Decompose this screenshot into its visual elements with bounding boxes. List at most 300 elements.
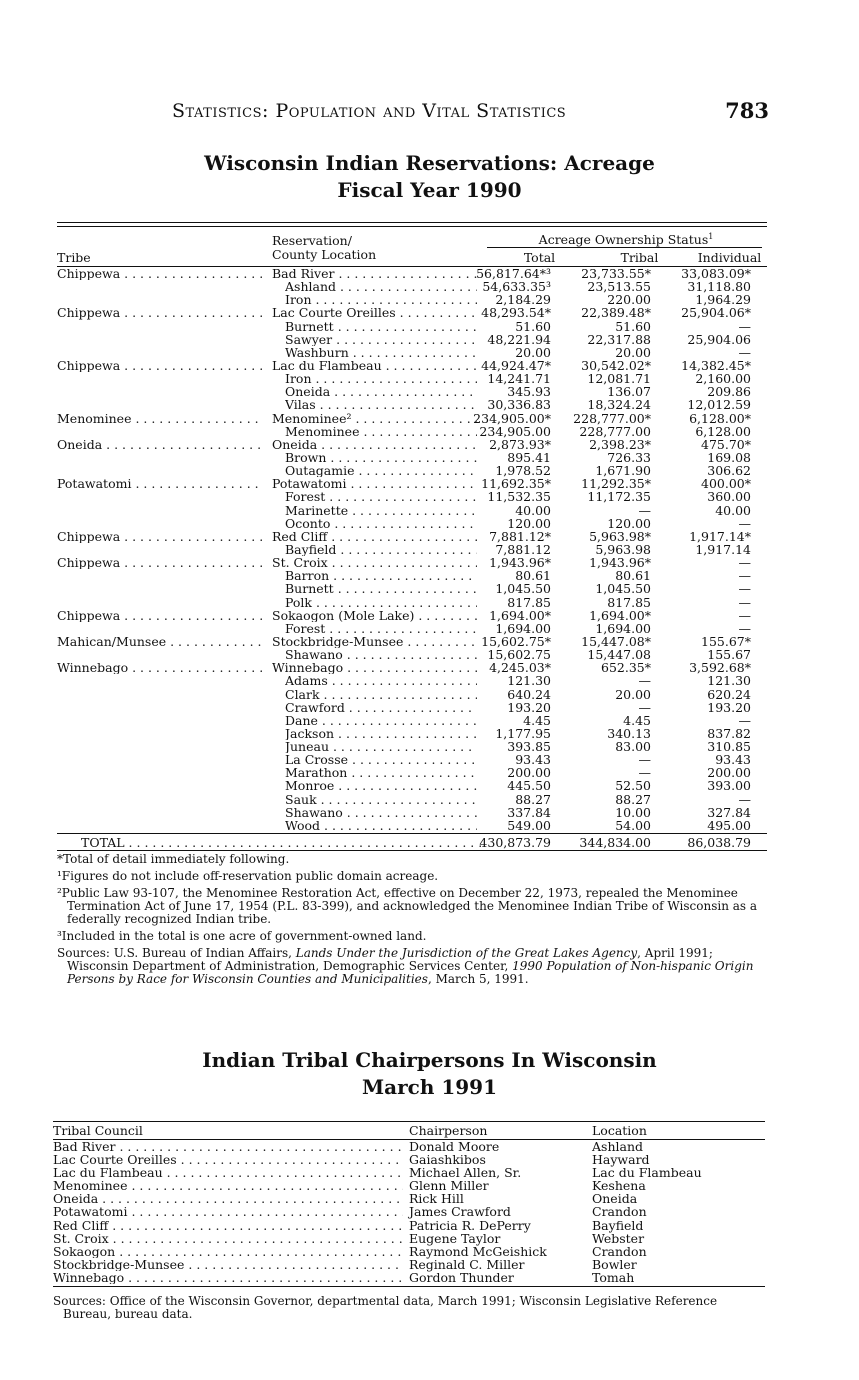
location-cell [285,648,477,661]
total-cell: 93.43 [515,752,551,768]
col-header-tribe: Tribe [57,250,91,265]
tribal-cell: 817.85 [607,594,651,610]
location-text: Burnett . . . [285,320,477,333]
location-cell [285,622,477,635]
footnote-asterisk: *Total of detail immediately following. [57,852,290,866]
location-cell [285,504,477,517]
total-cell: 1,177.95 [495,725,551,741]
location-text: St. Croix . . . [272,556,477,569]
council-text: Bad River . . . [53,1140,403,1153]
table-row [57,714,767,727]
total-cell: 1,045.50 [495,581,551,597]
location-cell [285,582,477,595]
total-cell: 549.00 [507,817,551,833]
table-row [57,438,767,451]
table1-top-rule [57,222,767,223]
tribal-cell: 228,777.00* [573,410,651,426]
tribe-cell [57,635,262,648]
location-cell: Keshena [592,1178,646,1194]
total-row [57,835,767,850]
table-row [57,346,767,359]
individual-cell: — [738,555,751,571]
tribal-cell: 15,447.08* [581,633,651,649]
location-cell [272,438,477,451]
tribe-cell [57,306,262,319]
table-row [57,779,767,792]
individual-cell: 475.70* [701,436,751,452]
location-cell [285,320,477,333]
table-row [57,622,767,635]
location-cell [272,477,477,490]
total-cell: 193.20 [507,699,551,715]
council-cell [53,1153,403,1166]
table2-sources-text: Sources: Office of the Wisconsin Governor, departmental data, March 1991; Wisconsin Legislative Reference Bureau, bureau data. [53,1294,718,1321]
tribal-cell: 220.00 [607,292,651,308]
table1-total-rule [57,833,767,834]
location-cell [285,398,477,411]
individual-cell: 306.62 [707,463,751,479]
individual-cell: — [738,791,751,807]
individual-cell: 393.00 [707,778,751,794]
total-cell: 15,602.75 [487,647,551,663]
total-cell: 14,241.71 [487,371,551,387]
individual-cell: — [738,594,751,610]
location-text: Shawano . . . [285,806,477,819]
location-cell [285,779,477,792]
total-cell: 54,633.35³ [482,279,551,295]
location-text: Clark . . . [285,688,477,701]
individual-cell: 193.20 [707,699,751,715]
col-header-ownership-status-text: Acreage Ownership Status [538,232,709,247]
chairperson-cell: Reginald C. Miller [409,1256,525,1272]
individual-cell: 1,917.14 [695,541,751,557]
table2-title [0,1047,859,1101]
total-cell: 345.93 [507,384,551,400]
tribal-cell: 20.00 [615,686,651,702]
location-text: Sawyer . . . [285,333,477,346]
council-cell [53,1219,403,1232]
page-number: 783 [725,98,769,123]
location-cell [285,543,477,556]
location-cell [285,280,477,293]
individual-cell: — [738,568,751,584]
page-header [172,98,769,128]
table-row [57,280,767,293]
chairperson-cell: Patricia R. DePerry [409,1217,531,1233]
tribal-cell: 4.45 [623,712,651,728]
total-cell: 48,221.94 [487,331,551,347]
tribe-text: Chippewa . . . [57,609,262,622]
council-text: Sokaogon . . . [53,1245,403,1258]
sources-mid: , April 1991; Wisconsin Department of Administration, Demographic Services Center, [67,946,713,973]
tribal-cell: 5,963.98* [589,528,651,544]
table-row [57,306,767,319]
table-row [57,556,767,569]
tribal-cell: — [638,502,651,518]
individual-cell: 327.84 [707,804,751,820]
location-cell [272,635,477,648]
col-header-council: Tribal Council [53,1123,143,1138]
sources-title2: 1990 Population of Non-hispanic Origin Persons by Race for Wisconsin Counties and Municipalities [67,959,754,986]
table1-title-line2: Fiscal Year 1990 [337,178,522,202]
council-text: Oneida . . . [53,1192,403,1205]
table-row [57,490,767,503]
table-row [57,504,767,517]
council-cell [53,1205,403,1218]
total-cell: 56,817.64*³ [476,266,551,281]
tribal-cell: 23,513.55 [587,279,651,295]
council-text: Stockbridge-Munsee . . . [53,1258,403,1271]
table-row [57,753,767,766]
location-cell: Lac du Flambeau [592,1165,702,1181]
location-cell: Crandon [592,1204,647,1220]
location-cell [285,806,477,819]
table-row [57,464,767,477]
individual-cell: 33,083.09* [681,266,751,281]
tribe-text: Oneida . . . [57,438,262,451]
tribal-cell: 726.33 [607,449,651,465]
tribal-cell: 1,045.50 [595,581,651,597]
location-text: Bayfield . . . [285,543,477,556]
table-row [53,1205,765,1218]
total-individual: 86,038.79 [687,835,751,851]
table-row [57,609,767,622]
table1-title-line1: Wisconsin Indian Reservations: Acreage [204,151,655,175]
location-text: Barron . . . [285,569,477,582]
col-header-total: Total [523,250,556,265]
council-cell [53,1258,403,1271]
location-cell [285,569,477,582]
individual-cell: 1,964.29 [695,292,751,308]
tribe-text: Chippewa . . . [57,267,262,280]
table-row [57,333,767,346]
table-row [57,648,767,661]
tribal-cell: 120.00 [607,515,651,531]
tribal-cell: 228,777.00 [579,423,651,439]
tribal-cell: 18,324.24 [587,397,651,413]
tribal-cell: — [638,699,651,715]
council-cell [53,1245,403,1258]
location-text: Monroe . . . [285,779,477,792]
tribal-cell: — [638,752,651,768]
location-cell [272,556,477,569]
individual-cell: 14,382.45* [681,357,751,373]
location-cell [285,714,477,727]
tribal-cell: 52.50 [615,778,651,794]
location-text: Bad River . . . [272,267,477,280]
location-text: Marathon . . . [285,766,477,779]
acreage-table-body [57,267,767,832]
status-header-rule [487,247,762,248]
table-row [57,530,767,543]
total-cell: 640.24 [507,686,551,702]
table-row [57,661,767,674]
total-cell: 80.61 [515,568,551,584]
tribe-cell [57,609,262,622]
total-cell: 20.00 [515,344,551,360]
location-text: Vilas . . . [285,398,477,411]
location-text: Adams . . . [285,674,477,687]
location-text: Forest . . . [285,622,477,635]
total-cell: 337.84 [507,804,551,820]
table2-title-line2: March 1991 [362,1075,497,1099]
tribal-cell: 15,447.08 [587,647,651,663]
total-cell: 44,924.47* [481,357,551,373]
individual-cell: 400.00* [701,476,751,492]
chairperson-cell: Eugene Taylor [409,1230,501,1246]
table-row [57,385,767,398]
individual-cell: — [738,515,751,531]
table-row [57,477,767,490]
total-cell: 895.41 [507,449,551,465]
table-row [57,569,767,582]
location-cell [272,530,477,543]
location-text: Ashland . . . [285,280,477,293]
tribe-text: Menominee . . . [57,412,262,425]
col-header-reservation [272,234,376,262]
location-cell [285,688,477,701]
location-cell: Tomah [592,1269,635,1285]
location-cell [285,819,477,832]
table-row [57,806,767,819]
location-cell [285,766,477,779]
location-cell: Crandon [592,1243,647,1259]
location-cell [272,267,477,280]
location-text: Outagamie . . . [285,464,477,477]
table1-sources [57,947,769,986]
location-text: Oconto . . . [285,517,477,530]
tribal-cell: 1,694.00 [595,620,651,636]
individual-cell: — [738,318,751,334]
location-text: Lac du Flambeau . . . [272,359,477,372]
location-cell [272,306,477,319]
tribe-cell [57,267,262,280]
tribal-cell: 340.13 [607,725,651,741]
total-cell: 234,905.00* [473,410,551,426]
total-cell: 7,881.12* [489,528,551,544]
location-text: La Crosse . . . [285,753,477,766]
tribal-cell: 2,398.23* [589,436,651,452]
individual-cell: 40.00 [715,502,751,518]
tribe-cell [57,438,262,451]
table2-top-rule [53,1121,765,1122]
chairpersons-table-body [53,1140,765,1284]
council-text: Lac Courte Oreilles . . . [53,1153,403,1166]
total-cell: 40.00 [515,502,551,518]
location-cell: Bowler [592,1256,637,1272]
col-header-tribal: Tribal [620,250,659,265]
tribal-cell: 22,317.88 [587,331,651,347]
individual-cell: 25,904.06* [681,305,751,321]
council-cell [53,1140,403,1153]
footnote-1: ¹Figures do not include off-reservation public domain acreage. [57,869,439,883]
location-text: Polk . . . [285,596,477,609]
council-cell [53,1192,403,1205]
location-text: Washburn . . . [285,346,477,359]
table-row [57,320,767,333]
tribe-text: Mahican/Munsee . . . [57,635,262,648]
table-row [57,412,767,425]
total-cell: 51.60 [515,318,551,334]
table1-title [0,150,859,204]
total-cell: 120.00 [507,515,551,531]
chairperson-cell: Rick Hill [409,1191,464,1207]
total-cell: 11,532.35 [487,489,551,505]
acreage-table-header [57,228,767,266]
table1-top-rule-2 [57,226,767,227]
location-cell [285,333,477,346]
total-cell: 7,881.12 [495,541,551,557]
individual-cell: 12,012.59 [687,397,751,413]
individual-cell: 155.67 [707,647,751,663]
chairperson-cell: Gordon Thunder [409,1269,514,1285]
tribe-cell [57,359,262,372]
location-cell [285,293,477,306]
tribal-cell: 136.07 [607,384,651,400]
tribal-cell: — [638,673,651,689]
location-cell [285,674,477,687]
location-text: Brown . . . [285,451,477,464]
tribal-cell: 88.27 [615,791,651,807]
tribe-text: Chippewa . . . [57,556,262,569]
table-row [57,596,767,609]
location-text: Marinette . . . [285,504,477,517]
tribal-cell: 20.00 [615,344,651,360]
location-text: Wood . . . [285,819,477,832]
location-text: Sauk . . . [285,793,477,806]
col-header-chairperson: Chairperson [409,1123,488,1138]
tribal-cell: 12,081.71 [587,371,651,387]
table-row [57,766,767,779]
total-cell: 393.85 [507,739,551,755]
table2-sources [53,1295,765,1321]
footnote-3: ³Included in the total is one acre of government-owned land. [57,929,427,943]
location-text: Lac Courte Oreilles . . . [272,306,477,319]
individual-cell: 1,917.14* [689,528,751,544]
location-text: Winnebago . . . [272,661,477,674]
individual-cell: — [738,581,751,597]
tribal-cell: 1,943.96* [589,555,651,571]
location-cell [285,372,477,385]
sources-title1: Lands Under the Jurisdiction of the Great Lakes Agency [295,946,638,960]
running-head: Statistics: Population and Vital Statistics [172,100,567,122]
location-text: Red Cliff . . . [272,530,477,543]
table-row [57,701,767,714]
tribal-cell: 54.00 [615,817,651,833]
location-cell: Hayward [592,1152,650,1168]
tribal-cell: 652.35* [601,660,651,676]
tribal-cell: 11,292.35* [581,476,651,492]
location-cell [285,346,477,359]
table-row [57,451,767,464]
total-cell: 1,978.52 [495,463,551,479]
council-text: Red Cliff . . . [53,1219,403,1232]
table-row [57,727,767,740]
chairperson-cell: Glenn Miller [409,1178,489,1194]
tribal-cell: 83.00 [615,739,651,755]
council-text: Menominee . . . [53,1179,403,1192]
individual-cell: 495.00 [707,817,751,833]
tribe-cell [57,530,262,543]
table-row [57,543,767,556]
individual-cell: 31,118.80 [687,279,751,295]
individual-cell: 121.30 [707,673,751,689]
tribal-cell: 80.61 [615,568,651,584]
tribal-cell: 22,389.48* [581,305,651,321]
table-row [57,293,767,306]
council-text: Winnebago . . . [53,1271,403,1284]
table2-bottom-rule [53,1286,765,1287]
council-text: Lac du Flambeau . . . [53,1166,403,1179]
col-header-ownership-status [487,232,765,247]
table-row [57,819,767,832]
council-cell [53,1166,403,1179]
total-cell: 2,873.93* [489,436,551,452]
council-text: St. Croix . . . [53,1232,403,1245]
location-cell: Oneida [592,1191,638,1207]
location-text: Burnett . . . [285,582,477,595]
total-cell: 234,905.00 [479,423,551,439]
total-cell: 2,184.29 [495,292,551,308]
total-cell: 30,336.83 [487,397,551,413]
location-cell [272,412,477,425]
tribal-cell: 1,694.00* [589,607,651,623]
table1-bottom-rule [57,850,767,851]
total-cell: 1,943.96* [489,555,551,571]
total-cell: 88.27 [515,791,551,807]
chairperson-cell: James Crawford [409,1204,511,1220]
tribe-text: Chippewa . . . [57,530,262,543]
table-row [57,372,767,385]
individual-cell: 155.67* [701,633,751,649]
total-cell: 1,694.00* [489,607,551,623]
tribe-text: Chippewa . . . [57,306,262,319]
table-row [57,688,767,701]
individual-cell: 93.43 [715,752,751,768]
table-row [57,425,767,438]
location-cell [285,464,477,477]
location-cell [285,517,477,530]
location-cell [285,490,477,503]
total-cell: 11,692.35* [481,476,551,492]
total-cell: 1,694.00 [495,620,551,636]
sources-end: , March 5, 1991. [427,972,529,986]
total-cell: 121.30 [507,673,551,689]
location-cell: Ashland [592,1139,643,1154]
table-row [57,517,767,530]
chairpersons-table [53,1123,765,1287]
tribe-text: Winnebago . . . [57,661,262,674]
individual-cell: 6,128.00 [695,423,751,439]
location-cell [285,753,477,766]
footnote-2: ²Public Law 93-107, the Menominee Restoration Act, effective on December 22, 1973, repealed the Menominee Termination Act of June 17, 1954 (P.L. 83-399), and acknowledged the Menominee Indian Tribe of Wisconsin as a federally recognized Indian tribe. [57,886,758,926]
table-row [53,1271,765,1284]
table-row [53,1219,765,1232]
table-row [53,1245,765,1258]
location-cell [272,359,477,372]
tribe-text: Chippewa . . . [57,359,262,372]
footnote-ref-1: 1 [708,231,714,241]
table-row [57,359,767,372]
tribal-cell: 11,172.35 [587,489,651,505]
tribal-cell: 51.60 [615,318,651,334]
individual-cell: — [738,712,751,728]
total-total: 430,873.79 [479,835,551,851]
total-cell: 48,293.54* [481,305,551,321]
table-row [57,267,767,280]
location-text: Iron . . . [285,293,477,306]
location-cell [285,451,477,464]
